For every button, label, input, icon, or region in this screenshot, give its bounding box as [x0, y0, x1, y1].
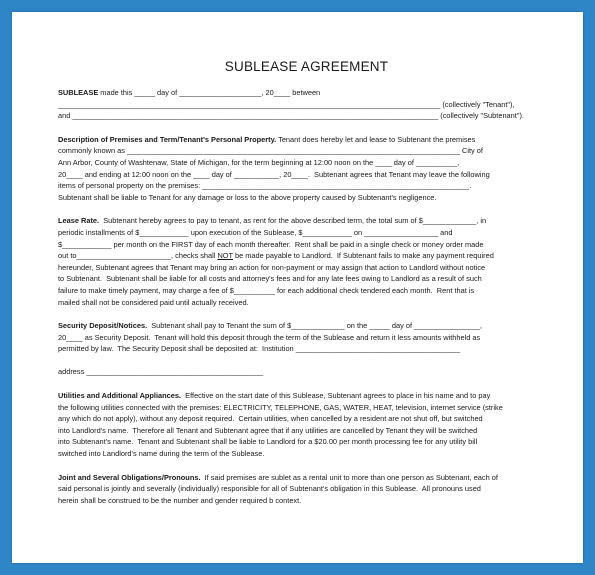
joint-line-3: herein shall be construed to be the number and gender required b context. [58, 495, 302, 505]
premises-line-6: Subtenant shall be liable to Tenant for any damage or loss to the above property caused by Subtenant's negligence. [58, 192, 437, 202]
security-line-2: 20____ as Security Deposit. Tenant will hold this deposit through the term of the Sublease and return it less amounts withheld as [58, 332, 481, 342]
premises-heading: Description of Premises and Term/Tenant's Personal Property. [58, 134, 277, 144]
lease-rate-line-4-post: be made payable to Landlord. If Subtenant fails to make any payment required [232, 251, 494, 261]
joint-line-2: said personal is jointly and severally (individually) responsible for all of Subtenant's obligation in this Sublease. All pronouns used [58, 484, 481, 494]
security-line-1-text: Subtenant shall pay to Tenant the sum of $_____________ on the _____ day of ________________, [147, 321, 482, 331]
premises-line-1 [58, 134, 555, 146]
lease-rate-line-1-text: Subtenant hereby agrees to pay to tenant, as rent for the above described term, the total sum of $_____________, in [99, 216, 487, 226]
lease-rate-line-6: to Subtenant. Subtenant shall be liable for all costs and attorney's fees and for any late fees owing to Landlord as a result of such [58, 274, 482, 284]
joint-line-1-text: If said premises are sublet as a rental unit to more than one person as Subtenant, each of [200, 472, 498, 482]
security-line-1 [58, 320, 555, 332]
utilities-line-2: the following utilities connected with the premises: ELECTRICITY, TELEPHONE, GAS, WATER, HEAT, television, internet service (strike [58, 402, 503, 412]
utilities-heading: Utilities and Additional Appliances. [58, 391, 182, 401]
sublease-lead: SUBLEASE [58, 88, 99, 97]
lease-rate-paragraph [58, 215, 555, 308]
lease-rate-line-1 [58, 215, 555, 227]
utilities-line-1 [58, 390, 555, 402]
premises-line-1-text: Tenant does hereby let and lease to Subtenant the premises [276, 134, 476, 144]
document-page [12, 12, 583, 563]
parties-line-1-text: made this _____ day of ____________________, 20____ between [98, 88, 321, 97]
premises-line-2: commonly known as _________________________________________________________________________________ City of [58, 146, 483, 156]
document-body [58, 12, 555, 518]
not-emphasis: NOT [217, 251, 233, 261]
premises-line-3: Ann Arbor, County of Washtenaw, State of Michigan, for the term beginning at 12:00 noon on the ____ day of __________, [58, 157, 460, 167]
utilities-line-6: switched into Landlord's name during the term of the Sublease. [58, 449, 265, 459]
security-deposit-paragraph [58, 320, 555, 378]
subtenant-line: and _________________________________________________________________________________________ (collectively "Subtenant"). [58, 111, 524, 121]
security-line-3: permitted by law. The Security Deposit shall be deposited at: Institution ________________________________________ [58, 344, 461, 354]
lease-rate-line-3: $____________ per month on the FIRST day of each month thereafter. Rent shall be paid in a single check or money order made [58, 239, 484, 249]
document-title: SUBLEASE AGREEMENT [224, 59, 389, 74]
lease-rate-line-5: hereunder, Subtenant agrees that Tenant may bring an action for non-payment or may assign that action to Landlord without notice [58, 262, 486, 272]
parties-line-1 [58, 87, 555, 99]
utilities-line-4: into Landlord's name. Therefore all Tenant and Subtenant agree that if any utilities are cancelled by Tenant they will be switched [58, 425, 478, 435]
joint-obligations-heading: Joint and Several Obligations/Pronouns. [58, 472, 201, 482]
lease-rate-line-2: periodic installments of $____________ upon execution of the Sublease, $____________ on __________________ and [58, 227, 453, 237]
premises-line-5: items of personal property on the premises: _________________________________________________________________. [58, 181, 472, 191]
joint-obligations-paragraph [58, 472, 555, 507]
premises-line-4: 20____ and ending at 12:00 noon on the ____ day of ___________, 20____. Subtenant agrees that Tenant may leave the following [58, 169, 490, 179]
utilities-line-1-text: Effective on the start date of this Sublease, Subtenant agrees to place in his name and to pay [181, 391, 491, 401]
lease-rate-heading: Lease Rate. [58, 216, 100, 226]
address-line: address ___________________________________________ [58, 367, 264, 377]
tenant-line: _____________________________________________________________________________________________ (collectively "Tenant"), [58, 99, 515, 109]
utilities-line-3: any which do not apply), without any deposit required. Certain utilities, when cancelled by a resident are not shut off, but switched [58, 414, 483, 424]
utilities-line-5: into Subtenant's name. Tenant and Subtenant shall be liable to Landlord for a $20.00 per month processing fee for any utility bill [58, 437, 478, 447]
security-deposit-heading: Security Deposit/Notices. [58, 321, 148, 331]
premises-paragraph [58, 134, 555, 204]
lease-rate-line-8: mailed shall not be considered paid until actually received. [58, 297, 249, 307]
parties-paragraph [58, 87, 555, 122]
lease-rate-line-4-pre: out to_______________________, checks shall [58, 251, 218, 261]
lease-rate-line-7: failure to make timely payment, may charge a fee of $__________ for each additional check tendered each month. Rent that is [58, 285, 475, 295]
lease-rate-line-4 [58, 250, 555, 262]
joint-line-1 [58, 472, 555, 484]
utilities-paragraph [58, 390, 555, 460]
